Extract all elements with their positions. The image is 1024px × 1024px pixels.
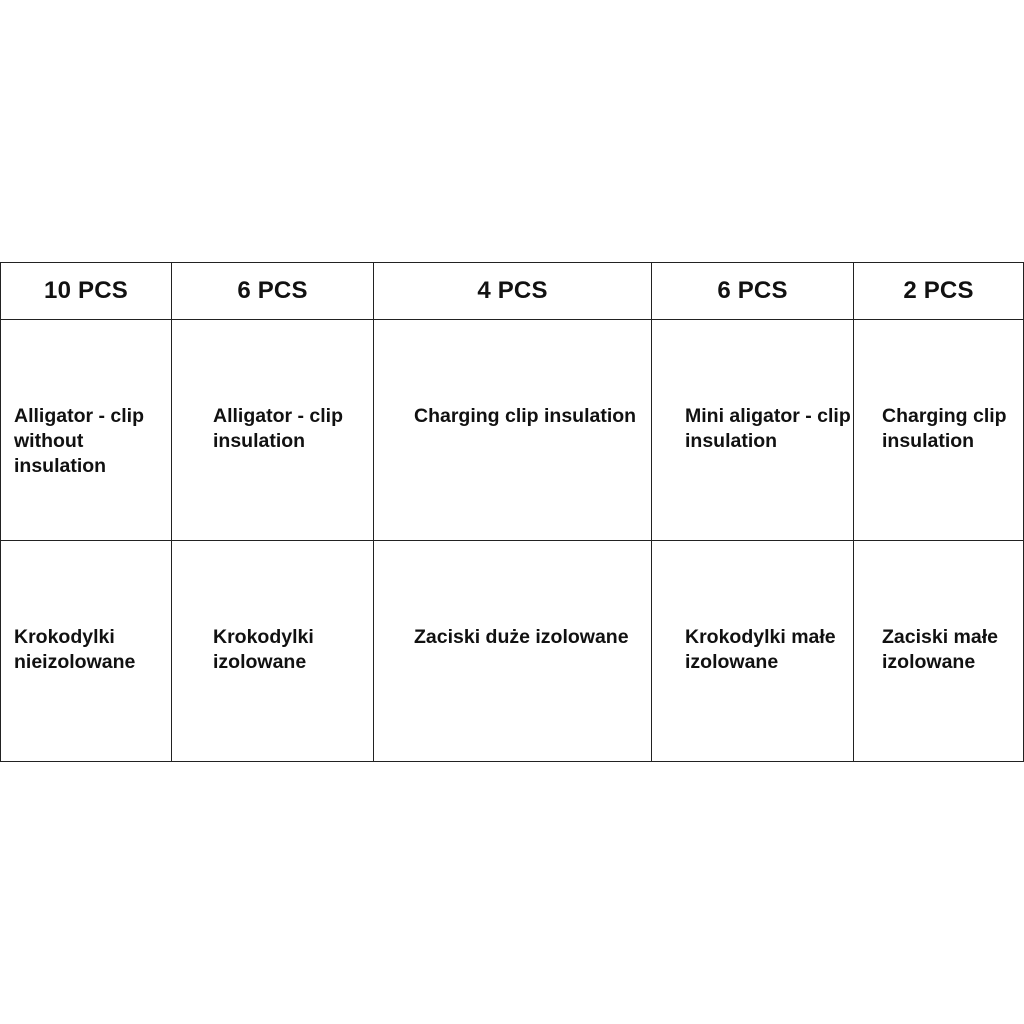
clip-specification-table (0, 262, 1024, 762)
quantity-cell-5 (854, 263, 1024, 320)
english-description-row (1, 320, 1024, 541)
english-cell-5 (854, 320, 1024, 541)
english-cell-1 (1, 320, 172, 541)
english-cell-4 (652, 320, 854, 541)
english-description: Mini aligator - clip insulation (685, 405, 851, 452)
english-cell-2 (172, 320, 374, 541)
polish-description: Krokodylki izolowane (213, 626, 314, 673)
quantity-label: 2 PCS (903, 277, 974, 304)
quantity-cell-4 (652, 263, 854, 320)
polish-description: Krokodylki małe izolowane (685, 626, 836, 673)
quantity-cell-1 (1, 263, 172, 320)
polish-cell-2 (172, 541, 374, 762)
polish-cell-4 (652, 541, 854, 762)
english-description: Alligator - clip insulation (213, 405, 344, 452)
polish-cell-3 (374, 541, 652, 762)
quantity-label: 6 PCS (237, 277, 308, 304)
polish-cell-1 (1, 541, 172, 762)
polish-description: Zaciski duże izolowane (414, 626, 629, 648)
quantity-label: 6 PCS (717, 277, 788, 304)
quantity-cell-2 (172, 263, 374, 320)
quantity-row (1, 263, 1024, 320)
polish-cell-5 (854, 541, 1024, 762)
english-description: Charging clip insulation (882, 405, 1007, 452)
english-description: Charging clip insulation (414, 405, 637, 427)
polish-description: Zaciski małe izolowane (882, 626, 998, 673)
quantity-label: 10 PCS (44, 277, 128, 304)
quantity-label: 4 PCS (477, 277, 548, 304)
english-description: Alligator - clip without insulation (14, 405, 145, 477)
polish-description-row (1, 541, 1024, 762)
english-cell-3 (374, 320, 652, 541)
quantity-cell-3 (374, 263, 652, 320)
polish-description: Krokodylki nieizolowane (14, 626, 136, 673)
